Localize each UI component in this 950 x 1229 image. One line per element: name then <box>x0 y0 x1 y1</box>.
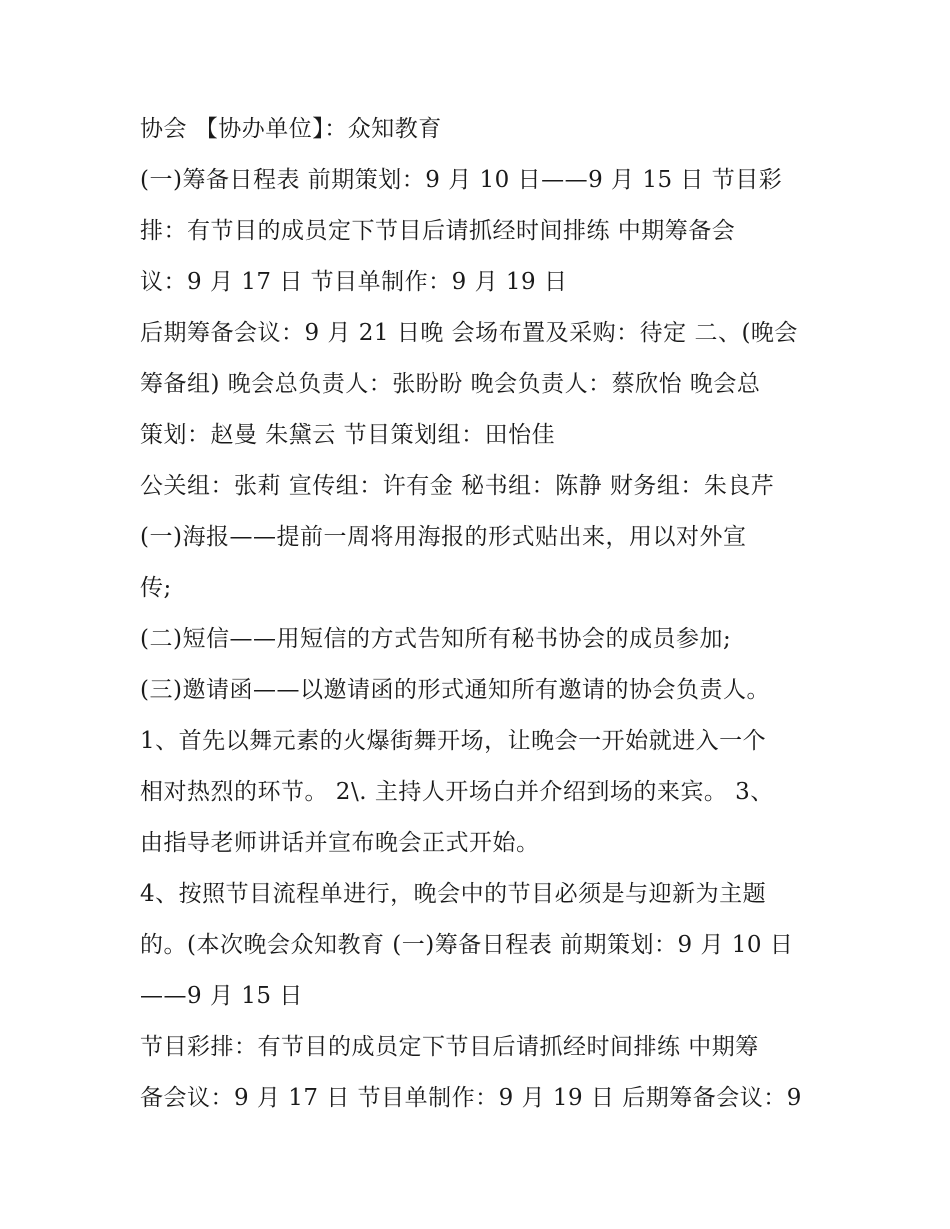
text-line: 筹备组) 晚会总负责人：张盼盼 晚会负责人：蔡欣怡 晚会总 <box>140 371 761 397</box>
text-line: 传; <box>140 575 172 601</box>
text-line: 协会 【协办单位】：众知教育 <box>140 116 442 142</box>
text-line: 备会议：9 月 17 日 节目单制作：9 月 19 日 后期筹备会议：9 <box>140 1085 802 1111</box>
text-line: 的。(本次晚会众知教育 (一)筹备日程表 前期策划：9 月 10 日 <box>140 932 794 958</box>
text-line: (一)筹备日程表 前期策划：9 月 10 日——9 月 15 日 节目彩 <box>140 167 783 193</box>
text-line: ——9 月 15 日 <box>140 983 303 1009</box>
text-line: (二)短信——用短信的方式告知所有秘书协会的成员参加; <box>140 626 732 652</box>
text-line: (三)邀请函——以邀请函的形式通知所有邀请的协会负责人。 <box>140 677 770 703</box>
text-line: 4、按照节目流程单进行，晚会中的节目必须是与迎新为主题 <box>140 881 767 907</box>
text-line: 排：有节目的成员定下节目后请抓经时间排练 中期筹备会 <box>140 218 736 244</box>
text-line: 节目彩排：有节目的成员定下节目后请抓经时间排练 中期筹 <box>140 1034 759 1060</box>
text-line: 1、首先以舞元素的火爆街舞开场，让晚会一开始就进入一个 <box>140 728 767 754</box>
text-line: (一)海报——提前一周将用海报的形式贴出来，用以对外宣 <box>140 524 747 550</box>
text-line: 公关组：张莉 宣传组：许有金 秘书组：陈静 财务组：朱良芹 <box>140 473 775 499</box>
text-line: 策划：赵曼 朱黛云 节目策划组：田怡佳 <box>140 422 556 448</box>
document-body <box>140 104 820 1124</box>
text-line: 议：9 月 17 日 节目单制作：9 月 19 日 <box>140 269 568 295</box>
text-line: 相对热烈的环节。 2\. 主持人开场白并介绍到场的来宾。 3、 <box>140 779 774 805</box>
text-line: 后期筹备会议：9 月 21 日晚 会场布置及采购：待定 二、(晚会 <box>140 320 798 346</box>
text-line: 由指导老师讲话并宣布晚会正式开始。 <box>140 830 540 856</box>
